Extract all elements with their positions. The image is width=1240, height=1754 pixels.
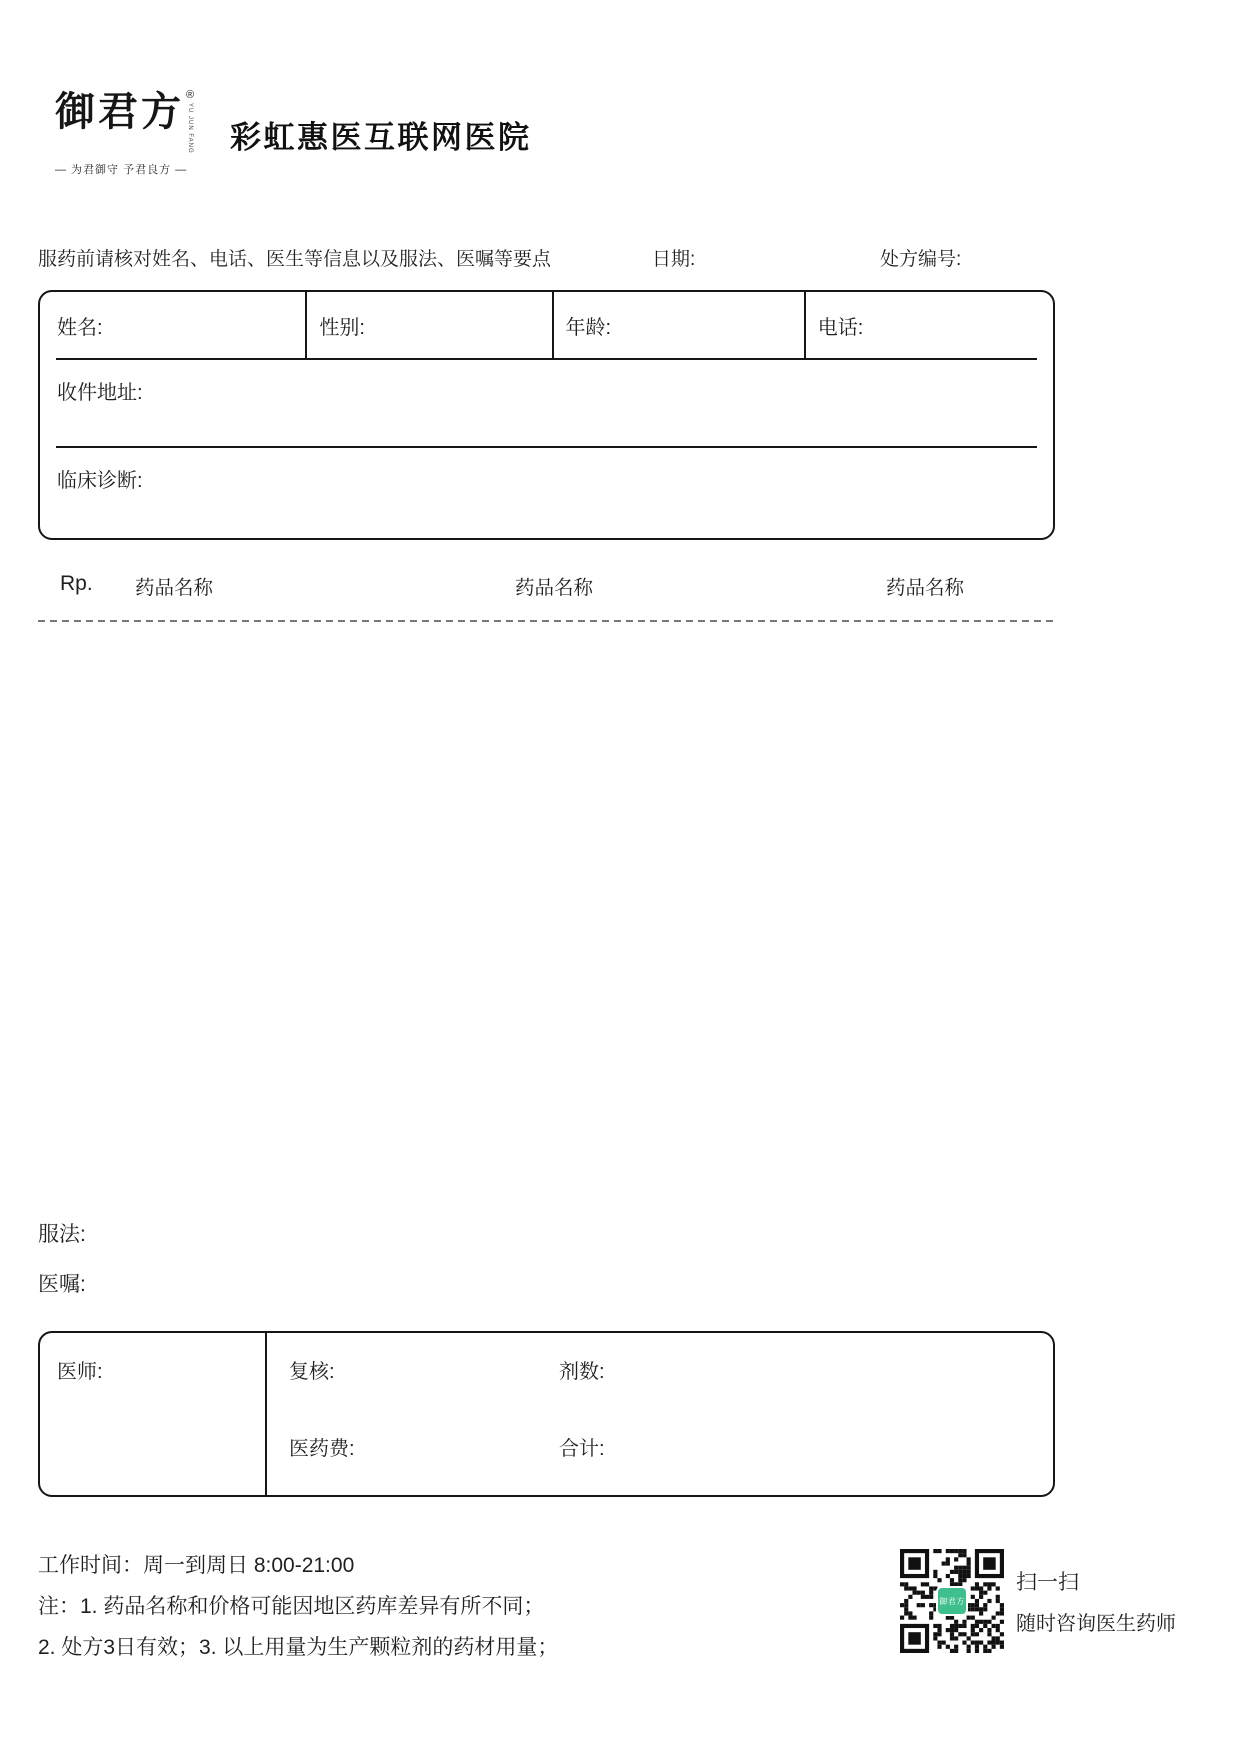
advice-label: 医嘱: xyxy=(38,1273,86,1296)
qr-code xyxy=(900,1549,1004,1653)
brand-logo-side xyxy=(186,90,194,154)
qr-center-logo-text: 御君方 xyxy=(939,1596,965,1606)
dose-count-label: 剂数: xyxy=(559,1361,605,1383)
brand-tagline: — 为君御守 予君良方 — xyxy=(55,163,188,176)
signoff-details xyxy=(267,1333,1053,1495)
note-line-2: 2. 处方3日有效；3. 以上用量为生产颗粒剂的药材用量； xyxy=(38,1636,559,1659)
dashed-separator xyxy=(38,620,1055,622)
rp-header-row xyxy=(38,572,1055,600)
drug-name-column-3: 药品名称 xyxy=(886,577,965,599)
diagnosis-label: 临床诊断: xyxy=(57,470,143,492)
brand-logo-pinyin: YU JUN FANG xyxy=(187,103,194,154)
age-label: 年龄: xyxy=(565,316,612,339)
hospital-name: 彩虹惠医互联网医院 xyxy=(230,120,532,155)
rp-label: Rp. xyxy=(60,572,93,595)
date-label: 日期: xyxy=(652,249,696,270)
gender-label: 性别: xyxy=(319,316,365,339)
total-label: 合计: xyxy=(559,1438,605,1460)
reviewer-label: 复核: xyxy=(289,1361,335,1383)
scan-title: 扫一扫 xyxy=(1016,1571,1079,1594)
notice-row xyxy=(38,244,1055,270)
age-field xyxy=(552,292,804,358)
check-reminder-text: 服药前请核对姓名、电话、医生等信息以及服法、医嘱等要点 xyxy=(38,249,552,270)
doctor-field xyxy=(40,1333,267,1495)
address-label: 收件地址: xyxy=(57,382,143,404)
patient-info-box xyxy=(38,290,1055,540)
note-line-1: 注：1. 药品名称和价格可能因地区药库差异有所不同； xyxy=(38,1595,545,1618)
brand-logo-row xyxy=(55,90,195,154)
doctor-label: 医师: xyxy=(57,1361,103,1383)
rx-number-label: 处方编号: xyxy=(880,249,962,270)
registered-trademark-icon: ® xyxy=(186,89,195,101)
phone-field xyxy=(804,292,1053,358)
brand-logo-text: 御君方 xyxy=(55,88,184,135)
medicine-fee-label: 医药费: xyxy=(289,1438,355,1460)
patient-row-basic xyxy=(40,292,1053,358)
work-hours-text: 工作时间：周一到周日 8:00-21:00 xyxy=(38,1554,355,1577)
diagnosis-field xyxy=(40,448,1053,536)
name-field xyxy=(40,292,305,358)
scan-subtitle: 随时咨询医生药师 xyxy=(1016,1613,1176,1635)
phone-label: 电话: xyxy=(817,316,864,339)
qr-center-logo xyxy=(936,1586,968,1616)
usage-label: 服法: xyxy=(38,1223,86,1246)
gender-field xyxy=(305,292,551,358)
address-field xyxy=(40,360,1053,446)
drug-name-column-1: 药品名称 xyxy=(135,577,214,599)
drug-name-column-2: 药品名称 xyxy=(515,577,594,599)
name-label: 姓名: xyxy=(57,316,103,339)
brand-logo xyxy=(55,90,195,177)
signoff-box xyxy=(38,1331,1055,1497)
